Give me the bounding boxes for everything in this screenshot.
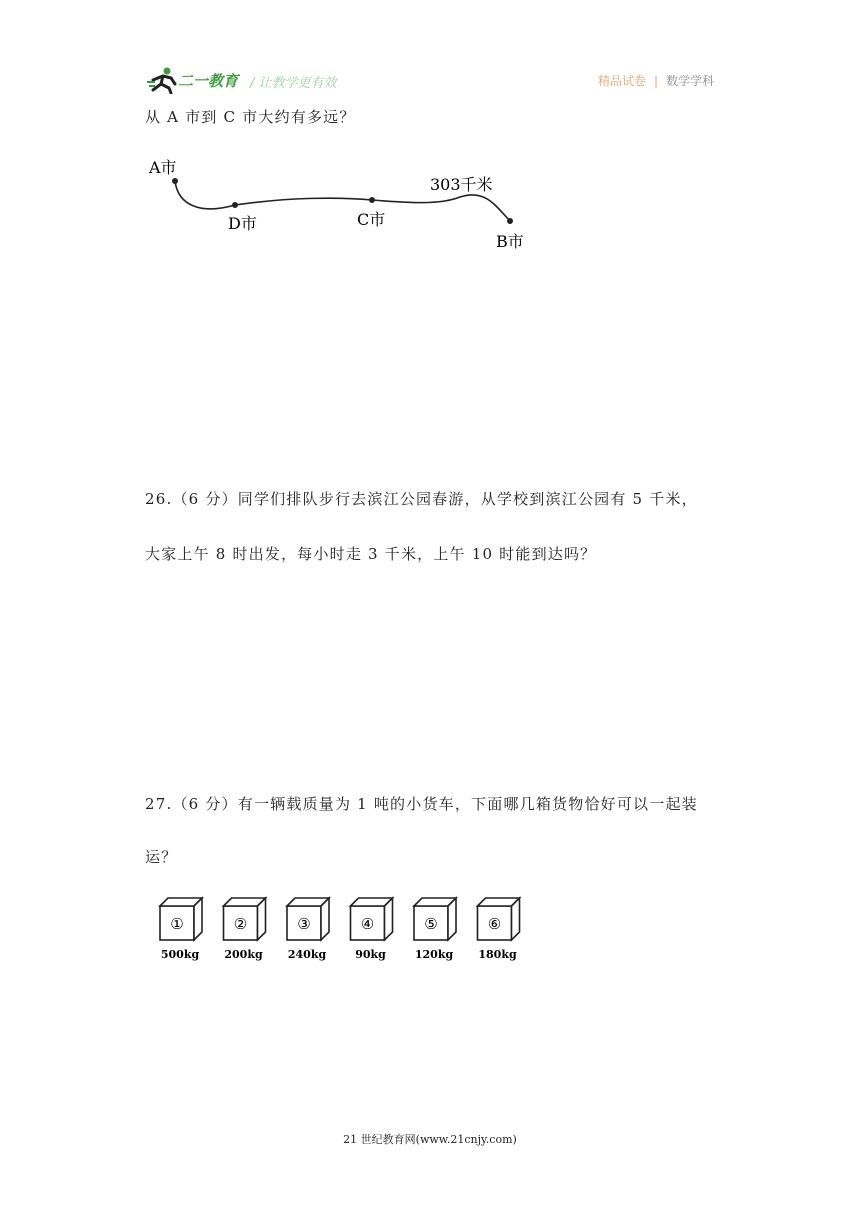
label-b: B市 [496, 232, 524, 251]
question-26-line-1: 26.（6 分）同学们排队步行去滨江公园春游，从学校到滨江公园有 5 千米， [145, 490, 698, 508]
map-diagram [140, 145, 540, 265]
point-c [369, 197, 375, 203]
point-a [172, 178, 178, 184]
cargo-box-6 [478, 898, 520, 961]
cargo-box-weight: 500kg [160, 948, 200, 961]
cargo-box-weight: 90kg [355, 948, 386, 961]
header-right [598, 72, 714, 89]
cargo-box-3 [287, 898, 329, 961]
cargo-box-2 [224, 898, 266, 961]
cargo-box-number: ④ [360, 915, 375, 933]
brand-slogan: / 让教学更有效 [250, 76, 337, 91]
header-label-papers: 精品试卷 [598, 74, 647, 88]
header-label-subject: 数学学科 [666, 74, 715, 88]
footer-source: 21 世纪教育网(www.21cnjy.com) [343, 1133, 517, 1146]
label-c: C市 [357, 210, 386, 229]
cargo-box-number: ⑥ [487, 915, 502, 933]
question-25-text: 从 A 市到 C 市大约有多远？ [145, 108, 356, 126]
point-d [232, 202, 238, 208]
cargo-boxes [150, 892, 540, 967]
cargo-box-1 [160, 898, 202, 961]
cargo-box-number: ⑤ [424, 915, 438, 933]
cargo-box-4 [351, 898, 393, 961]
cargo-box-number: ③ [297, 915, 311, 933]
label-d: D市 [228, 214, 257, 233]
cargo-box-weight: 120kg [414, 948, 454, 961]
point-b [507, 218, 513, 224]
page-header [0, 0, 860, 100]
distance-label: 303千米 [430, 175, 493, 194]
cargo-box-weight: 180kg [478, 948, 517, 961]
cargo-box-number: ① [170, 915, 184, 933]
cargo-box-5 [414, 898, 456, 961]
question-26-line-2: 大家上午 8 时出发，每小时走 3 千米，上午 10 时能到达吗？ [145, 545, 597, 563]
label-a: A市 [149, 158, 177, 177]
question-27-line-2: 运？ [145, 848, 178, 866]
brand-name: 二一教育 [178, 72, 239, 90]
cargo-box-number: ② [233, 915, 248, 933]
question-27-line-1: 27.（6 分）有一辆载质量为 1 吨的小货车，下面哪几箱货物恰好可以一起装 [145, 795, 698, 813]
header-separator: | [654, 74, 659, 88]
cargo-box-weight: 200kg [224, 948, 263, 961]
cargo-box-weight: 240kg [287, 948, 327, 961]
